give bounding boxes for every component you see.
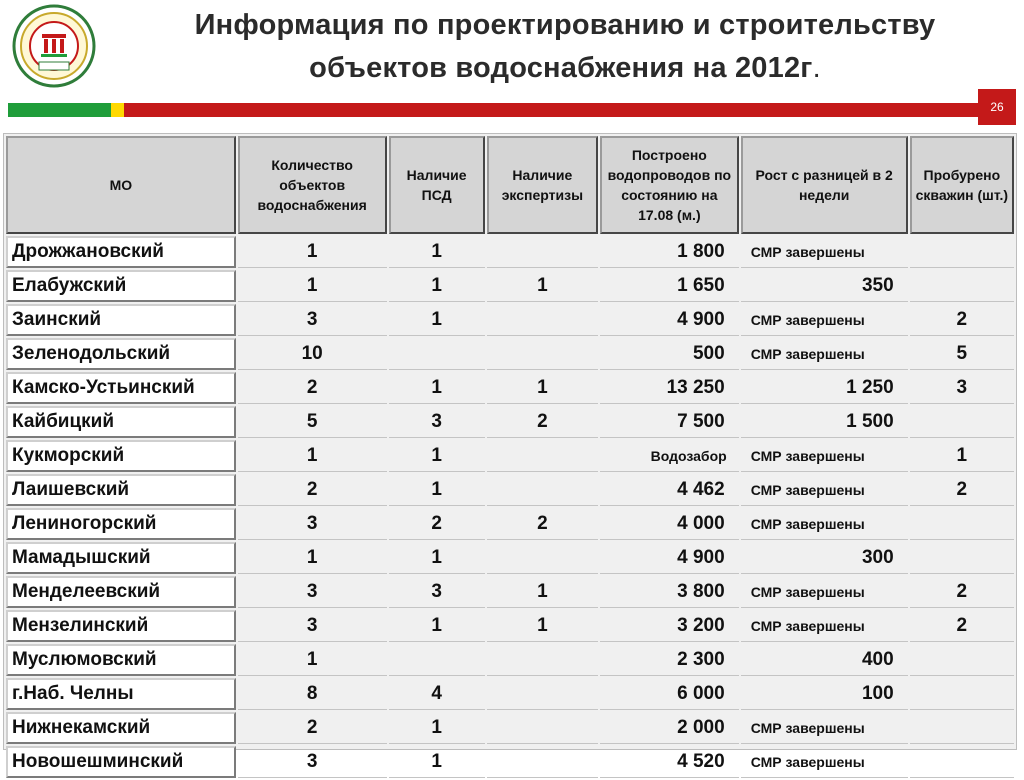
table-row (6, 406, 1014, 438)
expertise-cell (487, 338, 598, 370)
mo-cell: Камско-Устьинский (6, 372, 236, 404)
expertise-cell (487, 474, 598, 506)
built-cell: 4 900 (600, 304, 739, 336)
ministry-logo (12, 4, 96, 88)
header-growth: Рост с разницей в 2 недели (741, 136, 908, 234)
psd-cell: 3 (389, 406, 485, 438)
expertise-cell (487, 712, 598, 744)
growth-cell: 1 500 (741, 406, 908, 438)
expertise-cell: 2 (487, 508, 598, 540)
stripe-green (8, 103, 111, 117)
built-cell: 3 200 (600, 610, 739, 642)
mo-cell: Зеленодольский (6, 338, 236, 370)
built-cell: 3 800 (600, 576, 739, 608)
stripe-yellow (111, 103, 124, 117)
objects-count-cell: 2 (238, 372, 387, 404)
psd-cell: 1 (389, 712, 485, 744)
built-cell: 4 000 (600, 508, 739, 540)
objects-count-cell: 5 (238, 406, 387, 438)
objects-count-cell: 1 (238, 644, 387, 676)
growth-cell: СМР завершены (741, 576, 908, 608)
growth-cell: СМР завершены (741, 338, 908, 370)
wells-cell (910, 508, 1014, 540)
table-row (6, 236, 1014, 268)
built-cell: 13 250 (600, 372, 739, 404)
table-row (6, 270, 1014, 302)
growth-cell: СМР завершены (741, 474, 908, 506)
header-objects-count: Количество объектов водоснабжения (238, 136, 387, 234)
table-row (6, 508, 1014, 540)
title-line-1: Информация по проектированию и строительству (194, 9, 936, 41)
expertise-cell: 1 (487, 372, 598, 404)
wells-cell (910, 678, 1014, 710)
table-row (6, 304, 1014, 336)
psd-cell: 1 (389, 542, 485, 574)
expertise-cell (487, 440, 598, 472)
built-cell: 1 800 (600, 236, 739, 268)
growth-cell: СМР завершены (741, 712, 908, 744)
title-line-2 (110, 47, 1020, 90)
psd-cell: 1 (389, 236, 485, 268)
wells-cell: 1 (910, 440, 1014, 472)
built-cell: Водозабор (600, 440, 739, 472)
wells-cell (910, 270, 1014, 302)
growth-cell: 1 250 (741, 372, 908, 404)
growth-cell: СМР завершены (741, 746, 908, 778)
psd-cell: 1 (389, 372, 485, 404)
table-row (6, 338, 1014, 370)
mo-cell: Кайбицкий (6, 406, 236, 438)
wells-cell: 2 (910, 610, 1014, 642)
mo-cell: Мамадышский (6, 542, 236, 574)
table-row (6, 576, 1014, 608)
objects-count-cell: 3 (238, 304, 387, 336)
table-row (6, 474, 1014, 506)
mo-cell: Лаишевский (6, 474, 236, 506)
mo-cell: Муслюмовский (6, 644, 236, 676)
built-cell: 1 650 (600, 270, 739, 302)
psd-cell: 1 (389, 270, 485, 302)
built-cell: 2 300 (600, 644, 739, 676)
built-cell: 4 462 (600, 474, 739, 506)
expertise-cell: 1 (487, 270, 598, 302)
built-cell: 500 (600, 338, 739, 370)
psd-cell: 3 (389, 576, 485, 608)
wells-cell: 2 (910, 304, 1014, 336)
mo-cell: Заинский (6, 304, 236, 336)
growth-cell: СМР завершены (741, 610, 908, 642)
objects-count-cell: 3 (238, 610, 387, 642)
wells-cell (910, 712, 1014, 744)
objects-count-cell: 10 (238, 338, 387, 370)
objects-count-cell: 2 (238, 474, 387, 506)
objects-count-cell: 2 (238, 712, 387, 744)
wells-cell: 2 (910, 474, 1014, 506)
objects-count-cell: 3 (238, 508, 387, 540)
wells-cell (910, 236, 1014, 268)
psd-cell: 2 (389, 508, 485, 540)
built-cell: 7 500 (600, 406, 739, 438)
psd-cell: 1 (389, 746, 485, 778)
mo-cell: Лениногорский (6, 508, 236, 540)
mo-cell: Дрожжановский (6, 236, 236, 268)
built-cell: 4 900 (600, 542, 739, 574)
psd-cell (389, 338, 485, 370)
built-cell: 4 520 (600, 746, 739, 778)
table-row (6, 712, 1014, 744)
table-row (6, 644, 1014, 676)
mo-cell: Нижнекамский (6, 712, 236, 744)
wells-cell: 3 (910, 372, 1014, 404)
growth-cell: СМР завершены (741, 440, 908, 472)
objects-count-cell: 3 (238, 576, 387, 608)
table-row (6, 678, 1014, 710)
table-row (6, 746, 1014, 778)
growth-cell: 350 (741, 270, 908, 302)
header-built-pipelines: Построено водопроводов по состоянию на 17.08 (м.) (600, 136, 739, 234)
growth-cell: 400 (741, 644, 908, 676)
expertise-cell: 1 (487, 610, 598, 642)
objects-count-cell: 1 (238, 440, 387, 472)
built-cell: 2 000 (600, 712, 739, 744)
table-row (6, 372, 1014, 404)
table-header-row (6, 136, 1014, 234)
header-wells-drilled: Пробурено скважин (шт.) (910, 136, 1014, 234)
expertise-cell (487, 678, 598, 710)
psd-cell: 1 (389, 440, 485, 472)
wells-cell (910, 746, 1014, 778)
expertise-cell (487, 746, 598, 778)
expertise-cell (487, 644, 598, 676)
mo-cell: Елабужский (6, 270, 236, 302)
psd-cell: 1 (389, 304, 485, 336)
page-title (110, 4, 1020, 90)
wells-cell (910, 542, 1014, 574)
mo-cell: Мензелинский (6, 610, 236, 642)
wells-cell: 2 (910, 576, 1014, 608)
water-supply-table (3, 133, 1017, 772)
objects-count-cell: 8 (238, 678, 387, 710)
page-number: 26 (978, 89, 1016, 125)
growth-cell: СМР завершены (741, 304, 908, 336)
mo-cell: Кукморский (6, 440, 236, 472)
wells-cell: 5 (910, 338, 1014, 370)
objects-count-cell: 1 (238, 542, 387, 574)
expertise-cell (487, 542, 598, 574)
growth-cell: СМР завершены (741, 508, 908, 540)
header-psd: Наличие ПСД (389, 136, 485, 234)
growth-cell: 100 (741, 678, 908, 710)
objects-count-cell: 1 (238, 270, 387, 302)
header-mo: МО (6, 136, 236, 234)
mo-cell: Менделеевский (6, 576, 236, 608)
table-row (6, 610, 1014, 642)
wells-cell (910, 406, 1014, 438)
expertise-cell (487, 304, 598, 336)
objects-count-cell: 3 (238, 746, 387, 778)
stripe-red (124, 103, 978, 117)
growth-cell: 300 (741, 542, 908, 574)
growth-cell: СМР завершены (741, 236, 908, 268)
mo-cell: Новошешминский (6, 746, 236, 778)
built-cell: 6 000 (600, 678, 739, 710)
header-expertise: Наличие экспертизы (487, 136, 598, 234)
wells-cell (910, 644, 1014, 676)
expertise-cell (487, 236, 598, 268)
title-line-2-text: объектов водоснабжения на 2012г (309, 52, 813, 84)
mo-cell: г.Наб. Челны (6, 678, 236, 710)
psd-cell: 1 (389, 610, 485, 642)
expertise-cell: 2 (487, 406, 598, 438)
table-row (6, 542, 1014, 574)
psd-cell: 4 (389, 678, 485, 710)
psd-cell: 1 (389, 474, 485, 506)
title-dot: . (812, 52, 821, 84)
objects-count-cell: 1 (238, 236, 387, 268)
table-row (6, 440, 1014, 472)
expertise-cell: 1 (487, 576, 598, 608)
psd-cell (389, 644, 485, 676)
